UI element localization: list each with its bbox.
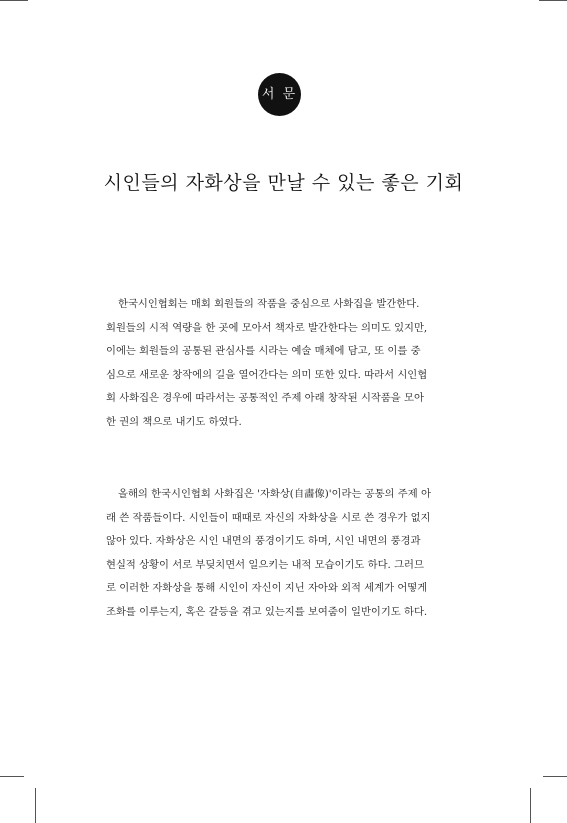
section-badge: 서 문: [258, 73, 301, 116]
page-title: 시인들의 자화상을 만날 수 있는 좋은 기회: [103, 172, 464, 194]
paragraph-line: 현실적 상황이 서로 부딪치면서 일으키는 내적 모습이기도 하다. 그러므: [106, 558, 424, 571]
crop-mark-bottom-right-v: [530, 788, 531, 823]
paragraph-line: 조화를 이루는지, 혹은 갈등을 겪고 있는지를 보여줌이 일반이기도 하다.: [106, 605, 428, 618]
crop-mark-bottom-left-v: [35, 788, 36, 823]
paragraph-line: 올해의 한국시인협회 사화집은 '자화상(自畵像)'이라는 공통의 주제 아: [118, 488, 431, 500]
paragraph-line: 회원들의 시적 역량을 한 곳에 모아서 책자로 발간한다는 의미도 있지만,: [106, 321, 428, 334]
paragraph-line: 이에는 회원들의 공통된 관심사를 시라는 예술 매체에 담고, 또 이를 중: [106, 345, 421, 358]
paragraph-2: [106, 483, 464, 625]
paragraph-line: 로 이러한 자화상을 통해 시인이 자신이 지닌 자아와 외적 세계가 어떻게: [106, 582, 428, 595]
crop-mark-bottom-left-h: [0, 776, 24, 777]
crop-mark-bottom-right-h: [543, 776, 567, 777]
crop-mark-top-left: [0, 0, 28, 1]
paragraph-line: 래 쓴 작품들이다. 시인들이 때때로 자신의 자화상을 시로 쓴 경우가 없지: [106, 511, 431, 524]
paragraph-line: 한국시인협회는 매회 회원들의 작품을 중심으로 사화집을 발간한다.: [118, 298, 420, 310]
crop-mark-top-right: [539, 0, 567, 1]
paragraph-1: [106, 293, 464, 435]
paragraph-line: 한 권의 책으로 내기도 하였다.: [106, 415, 242, 428]
paragraph-line: 회 사화집은 경우에 따라서는 공통적인 주제 아래 창작된 시작품을 모아: [106, 392, 424, 405]
paragraph-line: 심으로 새로운 창작에의 길을 열어간다는 의미 또한 있다. 따라서 시인협: [106, 368, 428, 381]
paragraph-line: 않아 있다. 자화상은 시인 내면의 풍경이기도 하며, 시인 내면의 풍경과: [106, 535, 421, 548]
